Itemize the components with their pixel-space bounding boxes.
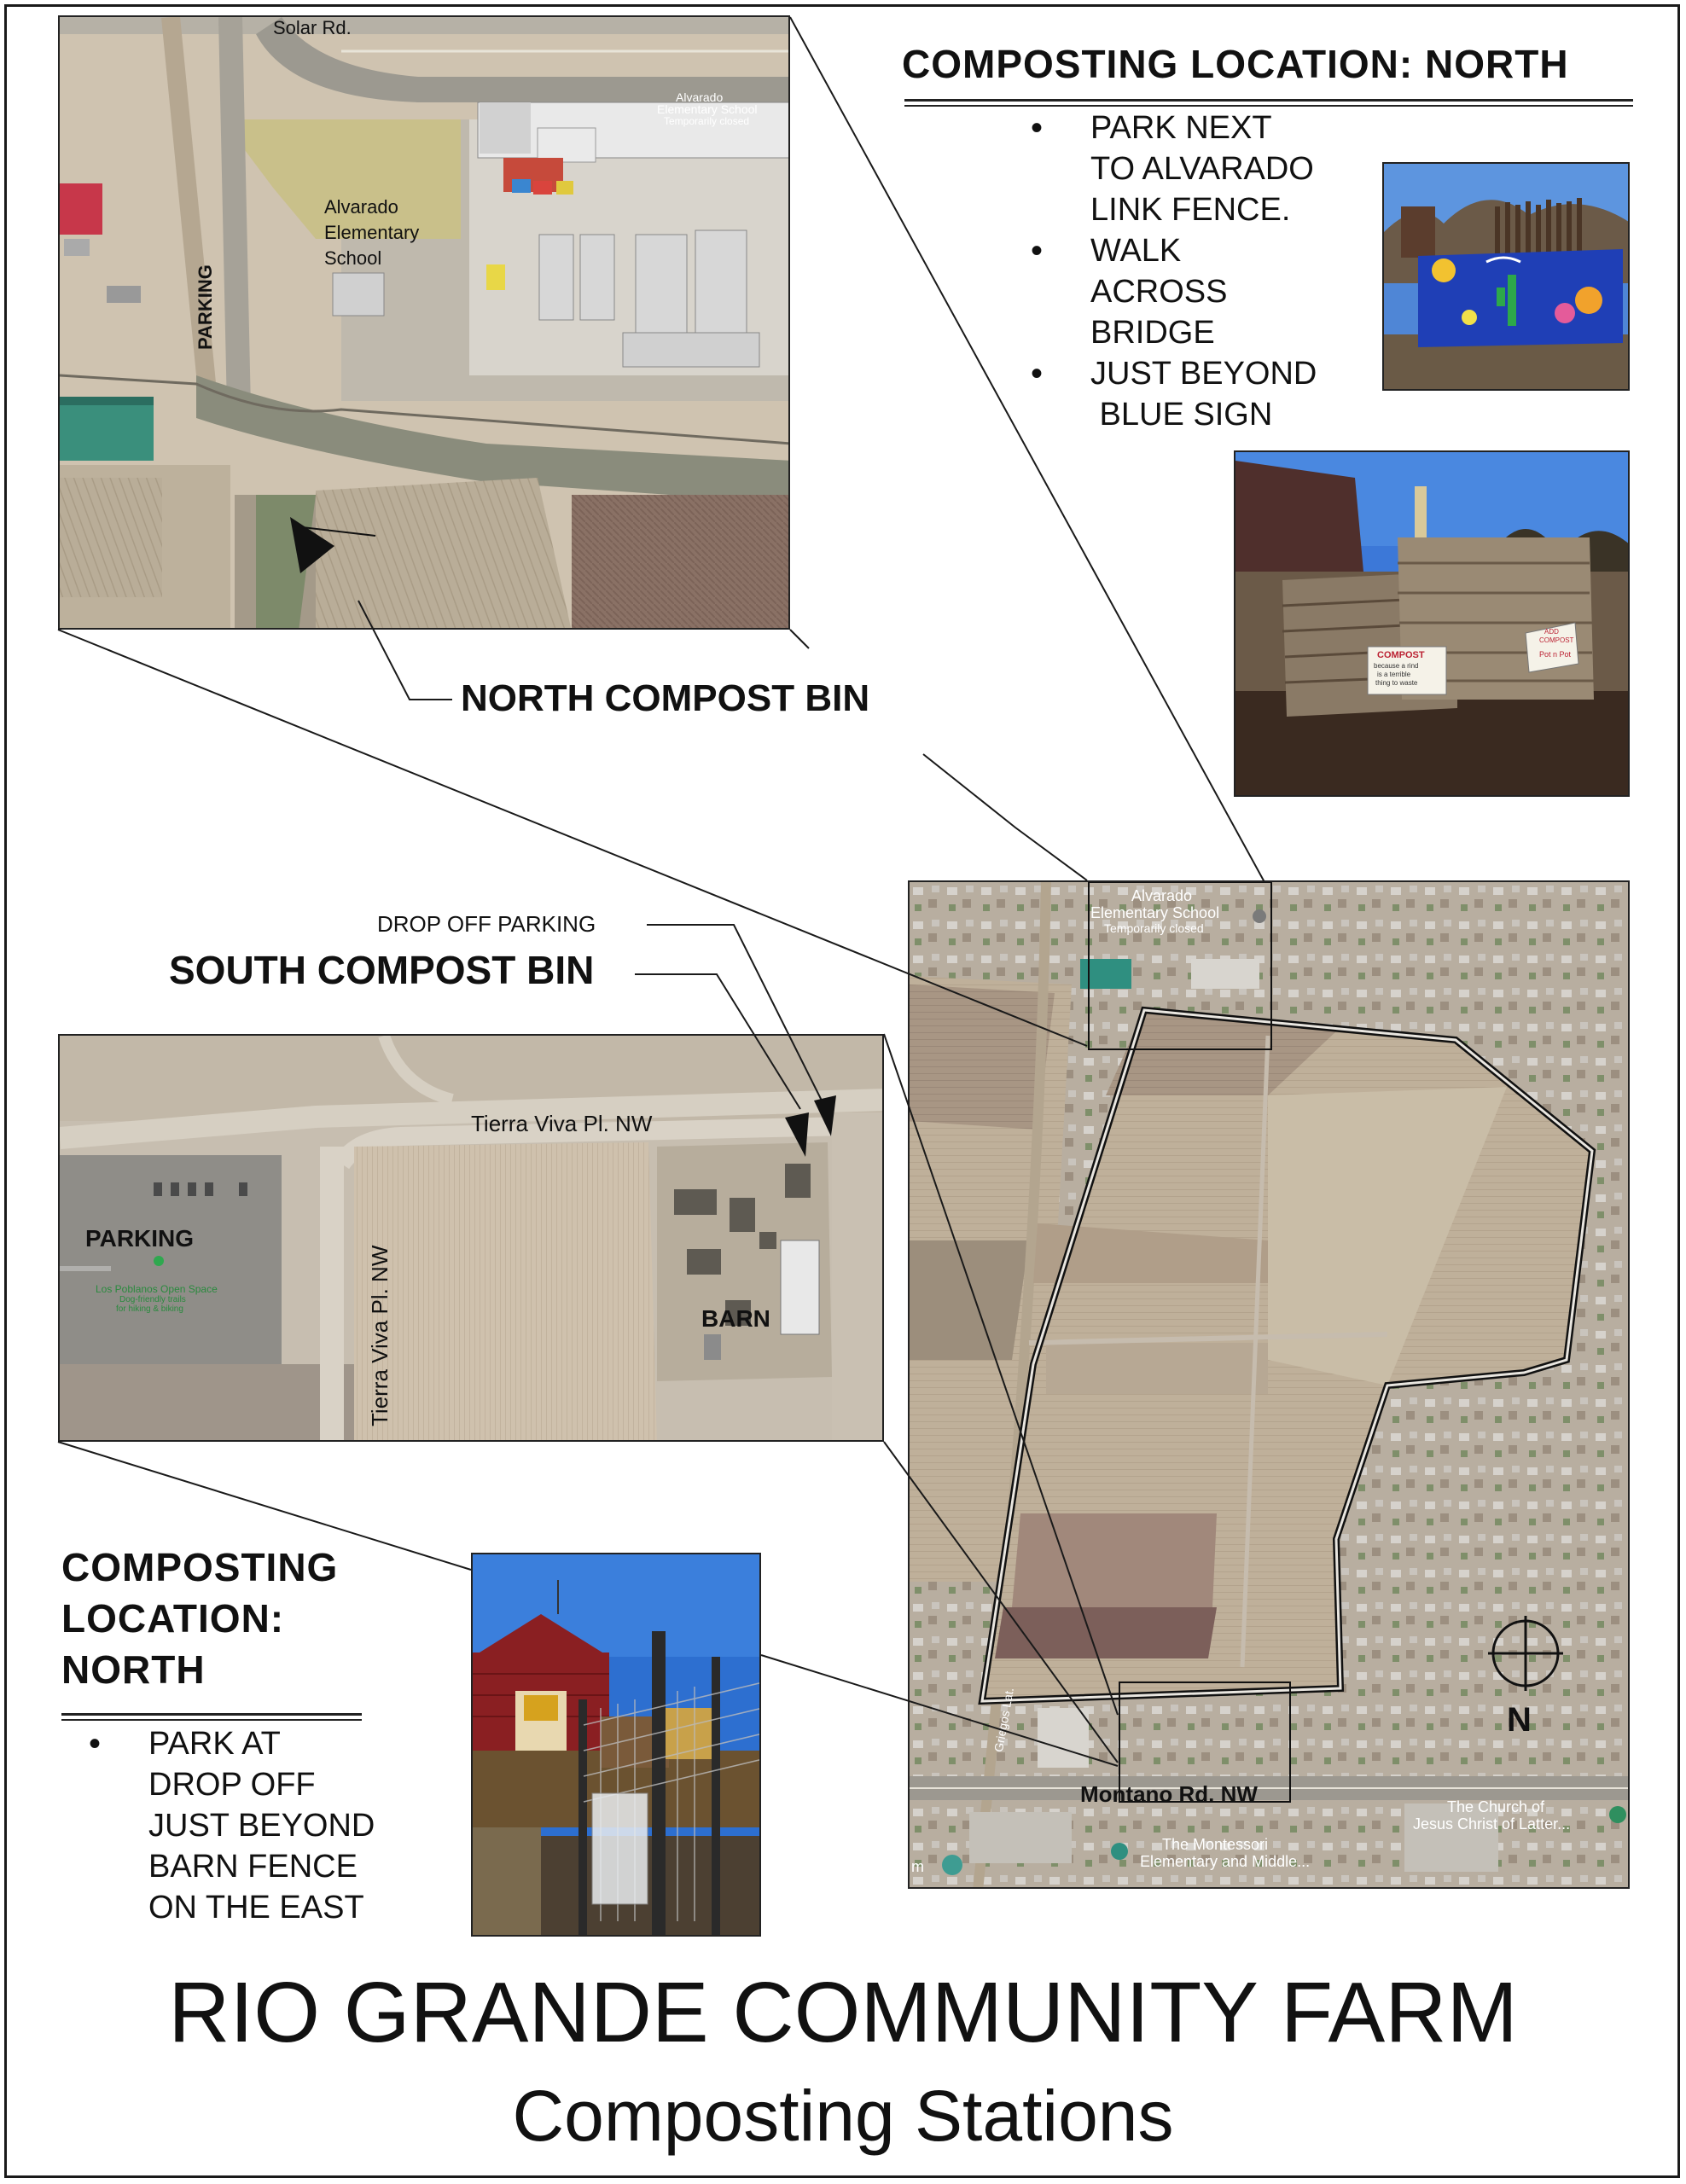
north-bullet-beyond-line-1: • JUST BEYOND xyxy=(1090,356,1317,392)
church-line-1: The Church of xyxy=(1447,1798,1545,1815)
overview-alvarado-line-3: Temporarily closed xyxy=(1104,921,1204,935)
overview-alvarado-line-2: Elementary School xyxy=(1090,904,1220,921)
school-label-line-3: School xyxy=(324,247,382,269)
montessori-line-1: The Montessori xyxy=(1162,1836,1269,1853)
bins-sign-2-line-1: ADD xyxy=(1544,628,1559,636)
open-space-poi-line-1: Los Poblanos Open Space xyxy=(96,1283,218,1295)
south-bullet-line-5: ON THE EAST xyxy=(148,1890,364,1926)
north-parking-label: PARKING xyxy=(195,264,216,350)
north-bin-arrowhead xyxy=(290,517,334,573)
north-bullet-walk-line-1: • WALK xyxy=(1090,233,1182,269)
alvarado-poi-line-2: Elementary School xyxy=(657,102,758,116)
north-bullet-walk-line-2: ACROSS xyxy=(1090,274,1228,310)
bins-sign-1-line-4: thing to waste xyxy=(1375,679,1418,687)
south-heading-line-2: LOCATION: xyxy=(61,1596,285,1641)
church-line-2: Jesus Christ of Latter... xyxy=(1413,1815,1571,1833)
alvarado-poi-line-1: Alvarado xyxy=(676,90,724,104)
tierra-viva-vertical-label: Tierra Viva Pl. NW xyxy=(367,1245,392,1426)
page-subtitle: Composting Stations xyxy=(512,2076,1174,2156)
barn-label: BARN xyxy=(701,1305,770,1332)
bins-sign-1-line-2: because a rind xyxy=(1374,662,1419,670)
alvarado-poi-line-3: Temporarily closed xyxy=(664,115,750,127)
north-bullet-park-line-2: TO ALVARADO xyxy=(1090,151,1314,187)
school-label-line-1: Alvarado xyxy=(324,196,398,218)
north-bullet-beyond-line-2: BLUE SIGN xyxy=(1090,397,1273,433)
drop-off-arrowhead xyxy=(814,1095,836,1136)
montessori-line-2: Elementary and Middle... xyxy=(1140,1853,1311,1870)
north-bullet-walk-line-3: BRIDGE xyxy=(1090,315,1215,351)
tierra-viva-horizontal-label: Tierra Viva Pl. NW xyxy=(471,1111,653,1136)
open-space-poi-line-3: for hiking & biking xyxy=(116,1304,183,1314)
south-heading-line-1: COMPOSTING xyxy=(61,1545,339,1589)
bins-sign-1-line-3: is a terrible xyxy=(1377,671,1411,678)
solar-rd-label: Solar Rd. xyxy=(273,17,352,38)
bins-sign-2-line-3: Pot n Pot xyxy=(1539,650,1572,659)
north-bullet-park-line-1: • PARK NEXT xyxy=(1090,110,1272,146)
overview-alvarado-line-1: Alvarado xyxy=(1131,887,1193,904)
south-bullet-line-3: JUST BEYOND xyxy=(148,1808,375,1844)
south-bullet-line-4: BARN FENCE xyxy=(148,1849,358,1885)
north-arrow-label: N xyxy=(1507,1701,1532,1739)
south-bin-arrowhead xyxy=(785,1112,809,1157)
griegos-street-label: Griegos Lat. xyxy=(991,1686,1017,1753)
school-label-line-2: Elementary xyxy=(324,222,420,243)
south-heading-line-3: NORTH xyxy=(61,1647,206,1692)
bins-sign-1-line-1: COMPOST xyxy=(1377,650,1425,660)
south-parking-label: PARKING xyxy=(85,1225,195,1252)
bins-sign-2-line-2: COMPOST xyxy=(1539,636,1574,644)
open-space-poi-line-2: Dog-friendly trails xyxy=(119,1295,186,1304)
drop-off-parking-callout: DROP OFF PARKING xyxy=(377,911,596,937)
south-bullet-line-2: DROP OFF xyxy=(148,1767,316,1803)
north-compost-bin-callout: NORTH COMPOST BIN xyxy=(461,677,870,719)
south-compost-bin-callout: SOUTH COMPOST BIN xyxy=(169,948,595,992)
north-heading: COMPOSTING LOCATION: NORTH xyxy=(902,42,1569,86)
south-bullet-line-1: • PARK AT xyxy=(148,1726,281,1762)
overview-left-edge-label: m xyxy=(911,1858,924,1875)
page-title: RIO GRANDE COMMUNITY FARM xyxy=(168,1965,1518,2060)
montano-rd-label: Montano Rd. NW xyxy=(1080,1781,1258,1807)
north-bullet-park-line-3: LINK FENCE. xyxy=(1090,192,1291,228)
